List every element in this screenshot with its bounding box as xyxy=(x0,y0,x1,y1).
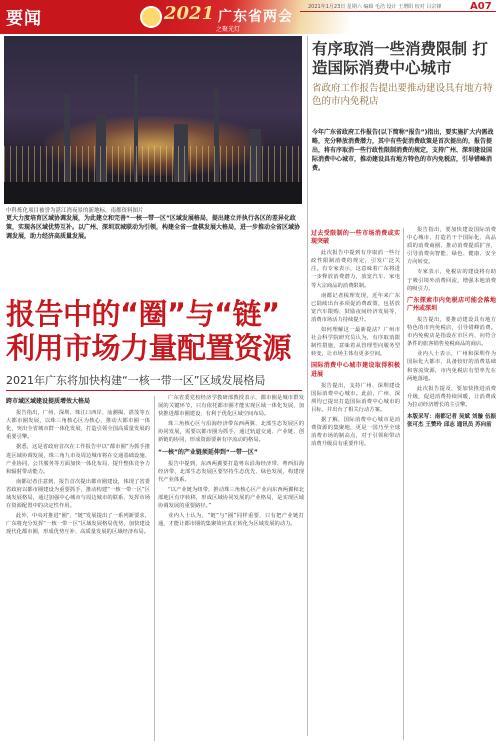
consumption-lead: 今年广东省政府工作报告(以下简称“报告”)指出，要实施扩大内需战略，充分释放消费潜力，其中有些促消费政策是首次提出的，报告提出，将有序取消一些行政性限制消费的规定，支持广州、深圳建设国际消费中心城市，推动建设具有地方特色的市内免税店，引导错峰消费。 xyxy=(312,129,494,172)
article-column-1 xyxy=(6,394,150,744)
main-headline: 报告中的“圈”与“链” 利用市场力量配置资源 xyxy=(6,297,292,365)
article-column-2 xyxy=(158,394,304,744)
paragraph: 据悉，这是省政府首次在工作报告中以“都市圈”为抓手推进区域协调发展，珠三角九市及周边城市将在交通基础设施、产业协同、公共服务等方面加快一体化布局，提升整体竞争力和辐射带动能力。 xyxy=(6,444,150,475)
column-divider xyxy=(403,228,404,740)
section-heading: 过去受限制的一些市场消费或实现突破 xyxy=(311,230,400,246)
region-lead: 更大力度培育区域协调发展，为此建立和完善“一核一带一区”区域发展格局，提出建立并执行各区的差异化政策，实现各区域优势互补。以广州、深圳双城联动为引领，构建全省一盘棋发展大格局，进一步推动全省区域协调发展，助力经济高质量发展。 xyxy=(6,215,301,240)
section-tag: 要闻 xyxy=(6,9,42,29)
paragraph: 专家表示，免税店的建设将有助于吸引境外消费回流，增强本地消费的吸引力。 xyxy=(407,269,496,292)
article-column-4 xyxy=(407,226,496,744)
paragraph: 业内人士认为，“链”与“圈”同样重要，只有把产业链打通，才能让都市圈的集聚效应真正转化为区域发展的动力。 xyxy=(158,513,304,528)
masthead-rule xyxy=(300,11,496,12)
column-divider xyxy=(307,36,308,736)
paragraph: 报告中提到，东西两翼要打造粤东沿海经济带、粤西沿海经济带，北部生态发展区要坚持生态优先、绿色发展，构建现代产业体系。 xyxy=(158,460,304,483)
consumption-headline: 有序取消一些消费限制 打造国际消费中心城市 xyxy=(312,40,488,77)
paragraph: 如何理解这一最新提法？广州市社会科学院研究员认为，有序取消限制性措施，意味着从管理型向服务型转变，让市场主体有更多空间。 xyxy=(311,327,400,358)
paragraph: 南都记者梳理发现，近年来广东已陆续出台多项促消费政策，包括放宽汽车限购、鼓励夜间经济发展等，消费市场活力持续提升。 xyxy=(311,292,400,323)
paragraph: 报告指出，要加快建设国际消费中心城市，打造若干个国际化、高品质的消费商圈，推动消费提质扩容，引导消费向智能、绿色、健康、安全方向转变。 xyxy=(407,227,496,266)
event-title: 广东省两会 xyxy=(218,9,293,25)
paragraph: “以产业链为纽带，推动珠三角核心区产业向东西两翼和北部地区有序转移，形成区域协同发展的产业格局，是实现区域协调发展的重要路径。” xyxy=(158,486,304,510)
paragraph: 此外，中央对推进“圈”、“链”发展提出了一系列新要求，广东将充分发挥“一核一带一区”区域发展格局优势，加快建设现代化都市圈，形成优势互补、高质量发展的区域经济布局。 xyxy=(6,513,150,536)
emblem-icon xyxy=(140,6,162,28)
main-subhead: 2021年广东将加快构建“一核一带一区”区域发展格局 xyxy=(6,374,266,387)
photo-caption: 中科炼化项目被誉为湛江湾夜景的新地标，南都资料图片 xyxy=(6,208,144,214)
section-heading: “一核”的产业链须延伸到“一带一区” xyxy=(158,448,258,456)
byline: 本版采写：南都记者 吴斌 刘璇 伍振 张可杰 王赞玲 邱志 通讯员 苏向前 xyxy=(407,413,496,429)
column-divider xyxy=(154,396,155,741)
paragraph: 报告指出，广州、深圳、珠江口西岸、汕潮揭、湛茂等五大都市圈发展，以珠三角核心区为核心，推动大都市圈一体化，突出全省城市群一体化发展，打造引领全国高质量发展的重要引擎。 xyxy=(6,410,150,441)
page-number: A07 xyxy=(470,1,492,12)
section-heading: 国际消费中心城市建设取得积极进展 xyxy=(311,362,400,378)
section-heading: 跨市域区域建设提质增效大格局 xyxy=(6,398,91,405)
event-year: 2021 xyxy=(164,3,215,24)
paragraph: 据了解，国际消费中心城市是消费资源的集聚地，更是一国乃至全球消费市场的制高点，对于引领和带动消费升级具有重要作用。 xyxy=(311,416,400,448)
paragraph: 此次报告中提到有序取消一些行政性限制消费的规定，引发广泛关注。有专家表示，这意味着广东将进一步释放消费潜力，放宽汽车、家电等大宗商品的消费限制。 xyxy=(311,250,400,289)
section-heading: 广东探索市内免税店可能会落地广州或深圳 xyxy=(407,296,496,312)
paragraph: 业内人士表示，广州和深圳作为国际化大都市，具备较好的消费基础和客流资源，市内免税店有望率先在两地落地。 xyxy=(407,351,496,382)
paragraph: 报告提出，支持广州、深圳建设国际消费中心城市。此前，广州、深圳均已提出打造国际消费中心城市的目标，并出台了相关行动方案。 xyxy=(311,382,400,413)
news-photo xyxy=(4,36,302,204)
masthead xyxy=(0,0,500,34)
paragraph: 报告提出，要推动建设具有地方特色的市内免税店，引导错峰消费。市内免税店是指设在市区内、向符合条件的旅客销售免税商品的商店。 xyxy=(407,316,496,348)
article-column-3 xyxy=(311,226,400,744)
paragraph: 此次报告提及，要加快推进消费升级，促进消费持续回暖，让消费成为拉动经济增长的主引擎。 xyxy=(407,385,496,408)
date-line: 2021年1月23日 星期六 编辑 毛浩 设计 王增阳 校对 吕宗锋 xyxy=(308,4,442,10)
consumption-subhead: 省政府工作报告提出要推动建设具有地方特色的市内免税店 xyxy=(312,83,493,107)
paragraph: 南都记者注意到，报告首次提出都市圈建设，体现了省委省政府以都市圈建设为重要抓手，推动构建“一核一带一区”区域发展格局，通过加强中心城市与周边城市的联系，发挥市场在资源配置中的决定性作用。 xyxy=(6,478,150,510)
paragraph: 广东省委党校经济学教研部教授表示，都市圈是城市群发展的关键环节，只有依托都市圈才能实现区域一体化发展，加快推进都市圈建设，有利于优化区域空间布局。 xyxy=(158,395,304,418)
paragraph: 珠三角核心区与沿海经济带东西两翼、北部生态发展区的协同发展，需要以都市圈为抓手，通过轨道交通、产业链、创新链的协同，形成资源要素有序流动的格局。 xyxy=(158,421,304,444)
event-subtitle: 之聚光灯 xyxy=(216,26,241,33)
headline-rule xyxy=(6,390,302,391)
